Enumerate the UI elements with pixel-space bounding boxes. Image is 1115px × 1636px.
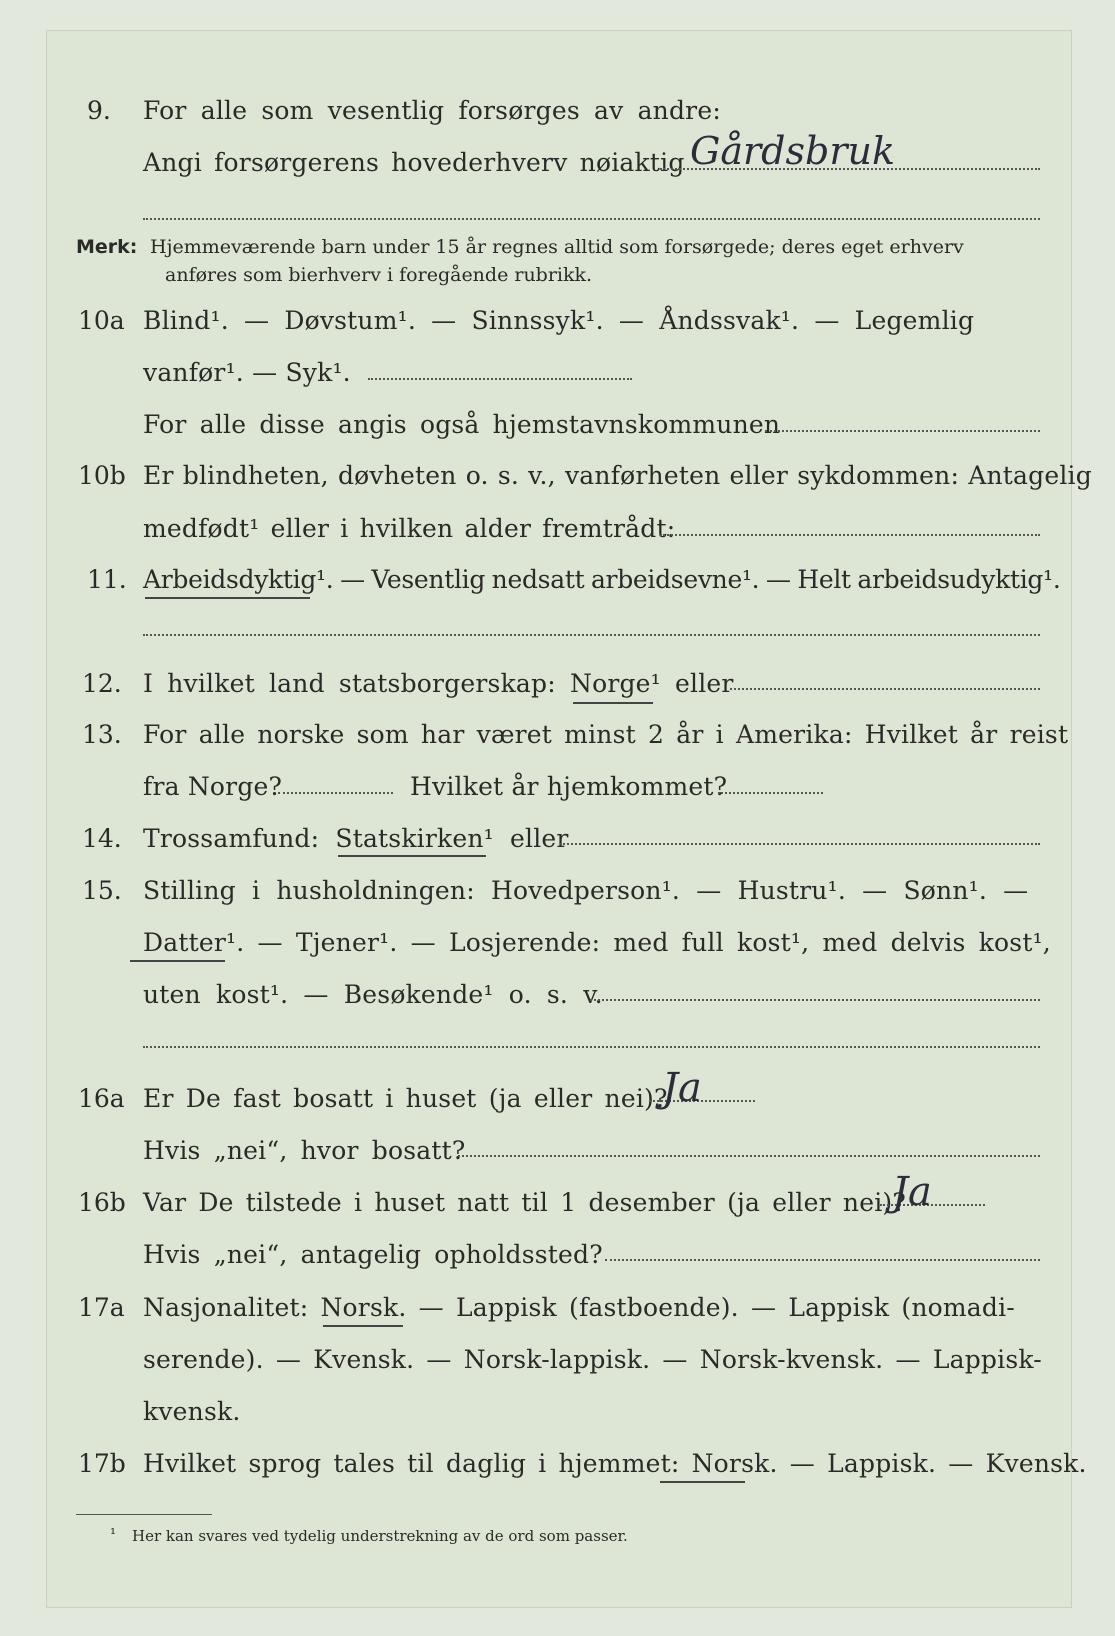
q17b-number: 17b bbox=[78, 1449, 126, 1478]
q11-extra-line bbox=[143, 634, 1040, 636]
q15-number: 15. bbox=[82, 876, 122, 905]
q10a-answer-line bbox=[368, 378, 632, 380]
q17a-line1: Nasjonalitet: Norsk. — Lappisk (fastboende). — Lappisk (nomadi- bbox=[143, 1293, 1015, 1322]
q9-extra-line bbox=[143, 218, 1040, 220]
q14-line1: Trossamfund: Statskirken¹ eller bbox=[143, 824, 569, 853]
q14-answer-line bbox=[560, 843, 1040, 845]
q14-underline-statskirken bbox=[338, 855, 486, 857]
q12-number: 12. bbox=[82, 669, 122, 698]
footnote-text: Her kan svares ved tydelig understrekning av de ord som passer. bbox=[132, 1527, 628, 1545]
q10b-number: 10b bbox=[78, 461, 126, 490]
q17b-underline-norsk bbox=[660, 1481, 745, 1483]
q17a-underline-norsk bbox=[323, 1325, 403, 1327]
q13-line1: For alle norske som har været minst 2 år i Amerika: Hvilket år reist bbox=[143, 720, 1069, 749]
q16b-line1: Var De tilstede i huset natt til 1 desember (ja eller nei)? bbox=[143, 1188, 906, 1217]
q16a-line1: Er De fast bosatt i huset (ja eller nei)? bbox=[143, 1084, 668, 1113]
merk-label: Merk: bbox=[76, 236, 138, 258]
q15-answer-line bbox=[590, 999, 1040, 1001]
q9-number: 9. bbox=[87, 96, 111, 125]
q15-extra-line bbox=[143, 1046, 1040, 1048]
q17a-line2: serende). — Kvensk. — Norsk-lappisk. — Norsk-kvensk. — Lappisk- bbox=[143, 1345, 1042, 1374]
q11-underline-arbeidsdyktig bbox=[145, 597, 310, 599]
q16a-handwritten-answer: Ja bbox=[662, 1065, 702, 1111]
q13-line2b: Hvilket år hjemkommet? bbox=[410, 772, 728, 801]
q10a-line1: Blind¹. — Døvstum¹. — Sinnssyk¹. — Åndssvak¹. — Legemlig bbox=[143, 306, 975, 335]
q16a-bosatt-line bbox=[458, 1155, 1040, 1157]
q11-line1: Arbeidsdyktig¹. — Vesentlig nedsatt arbeidsevne¹. — Helt arbeidsudyktig¹. bbox=[143, 565, 1061, 594]
q13-reist-line bbox=[278, 792, 393, 794]
q12-answer-line bbox=[730, 688, 1040, 690]
q11-number: 11. bbox=[87, 565, 127, 594]
footnote-separator bbox=[76, 1514, 212, 1515]
q13-hjemkommet-line bbox=[718, 792, 823, 794]
q12-line1: I hvilket land statsborgerskap: Norge¹ eller bbox=[143, 669, 734, 698]
q16b-number: 16b bbox=[78, 1188, 126, 1217]
q9-handwritten-answer: Gårdsbruk bbox=[690, 129, 895, 173]
merk-line2: anføres som bierhverv i foregående rubrikk. bbox=[165, 264, 593, 286]
q12-underline-norge bbox=[573, 702, 653, 704]
q10b-answer-line bbox=[660, 534, 1040, 536]
q17a-number: 17a bbox=[78, 1293, 125, 1322]
q10a-hjemstavn-line bbox=[765, 430, 1040, 432]
q16a-line2: Hvis „nei“, hvor bosatt? bbox=[143, 1136, 466, 1165]
q10a-line3: For alle disse angis også hjemstavnskommunen bbox=[143, 410, 781, 439]
q10a-line2: vanfør¹. — Syk¹. bbox=[143, 358, 351, 387]
q14-number: 14. bbox=[82, 824, 122, 853]
q10b-line2: medfødt¹ eller i hvilken alder fremtrådt: bbox=[143, 514, 676, 543]
q16a-number: 16a bbox=[78, 1084, 125, 1113]
q17a-line3: kvensk. bbox=[143, 1397, 241, 1426]
q15-line2: Datter¹. — Tjener¹. — Losjerende: med full kost¹, med delvis kost¹, bbox=[143, 928, 1051, 957]
q10a-number: 10a bbox=[78, 306, 125, 335]
q16b-handwritten-answer: Ja bbox=[892, 1169, 932, 1215]
q13-line2a: fra Norge? bbox=[143, 772, 283, 801]
q17b-line1: Hvilket sprog tales til daglig i hjemmet: Norsk. — Lappisk. — Kvensk. bbox=[143, 1449, 1087, 1478]
q9-line1: For alle som vesentlig forsørges av andre: bbox=[143, 96, 721, 125]
q16b-line2: Hvis „nei“, antagelig opholdssted? bbox=[143, 1240, 603, 1269]
footnote-mark: ¹ bbox=[110, 1525, 117, 1543]
merk-line1: Hjemmeværende barn under 15 år regnes alltid som forsørgede; deres eget erhverv bbox=[150, 236, 964, 258]
q15-underline-datter bbox=[130, 960, 225, 962]
q9-line2: Angi forsørgerens hovederhverv nøiaktig bbox=[143, 148, 685, 177]
q16b-opholdssted-line bbox=[605, 1259, 1040, 1261]
q15-line3: uten kost¹. — Besøkende¹ o. s. v. bbox=[143, 980, 603, 1009]
q10b-line1: Er blindheten, døvheten o. s. v., vanførheten eller sykdommen: Antagelig bbox=[143, 461, 1092, 490]
q15-line1: Stilling i husholdningen: Hovedperson¹. — Hustru¹. — Sønn¹. — bbox=[143, 876, 1029, 905]
q13-number: 13. bbox=[82, 720, 122, 749]
